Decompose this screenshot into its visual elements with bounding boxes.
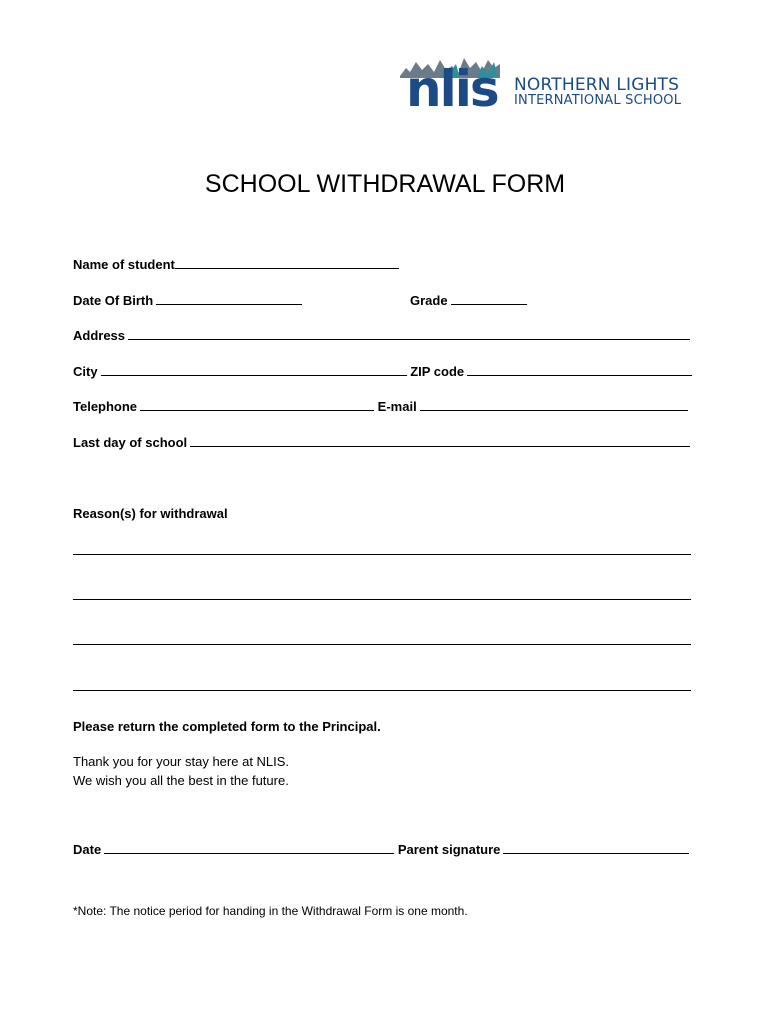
last-day-row xyxy=(73,434,690,451)
logo-school-name-line2: INTERNATIONAL SCHOOL xyxy=(514,93,682,108)
reasons-label: Reason(s) for withdrawal xyxy=(73,506,228,521)
reason-line-2[interactable] xyxy=(73,599,691,600)
telephone-field[interactable] xyxy=(140,398,374,411)
city-field[interactable] xyxy=(101,363,407,376)
nlis-logo xyxy=(400,54,690,118)
logo-mark-text: nlis xyxy=(406,60,498,118)
reason-line-4[interactable] xyxy=(73,690,691,691)
city-label: City xyxy=(73,364,98,379)
last-day-label: Last day of school xyxy=(73,435,188,450)
thank-you-line-2: We wish you all the best in the future. xyxy=(73,773,289,788)
parent-signature-field[interactable] xyxy=(503,841,689,854)
name-of-student-label: Name of student xyxy=(73,257,175,272)
zip-code-label: ZIP code xyxy=(410,364,465,379)
reason-line-1[interactable] xyxy=(73,554,691,555)
parent-signature-label: Parent signature xyxy=(397,842,501,857)
telephone-row xyxy=(73,398,688,415)
return-note: Please return the completed form to the Principal. xyxy=(73,719,381,734)
notice-footnote: *Note: The notice period for handing in the Withdrawal Form is one month. xyxy=(73,904,468,918)
grade-field[interactable] xyxy=(451,292,527,305)
address-label: Address xyxy=(73,328,126,343)
city-row xyxy=(73,363,692,380)
date-of-birth-row xyxy=(73,292,302,309)
date-field[interactable] xyxy=(104,841,394,854)
last-day-field[interactable] xyxy=(190,434,690,447)
grade-row xyxy=(410,292,527,309)
date-of-birth-field[interactable] xyxy=(156,292,302,305)
thank-you-line-1: Thank you for your stay here at NLIS. xyxy=(73,754,290,769)
name-of-student-row xyxy=(73,256,399,273)
name-of-student-field[interactable] xyxy=(175,256,399,269)
date-of-birth-label: Date Of Birth xyxy=(73,293,154,308)
address-row xyxy=(73,327,690,344)
zip-code-field[interactable] xyxy=(467,363,692,376)
reason-line-3[interactable] xyxy=(73,644,691,645)
email-field[interactable] xyxy=(420,398,688,411)
email-label: E-mail xyxy=(377,399,417,414)
form-title: SCHOOL WITHDRAWAL FORM xyxy=(204,170,566,198)
date-label: Date xyxy=(73,842,102,857)
signature-row xyxy=(73,841,689,858)
logo-school-name-line1: NORTHERN LIGHTS xyxy=(514,75,680,95)
address-field[interactable] xyxy=(128,327,690,340)
grade-label: Grade xyxy=(410,293,448,308)
telephone-label: Telephone xyxy=(73,399,138,414)
